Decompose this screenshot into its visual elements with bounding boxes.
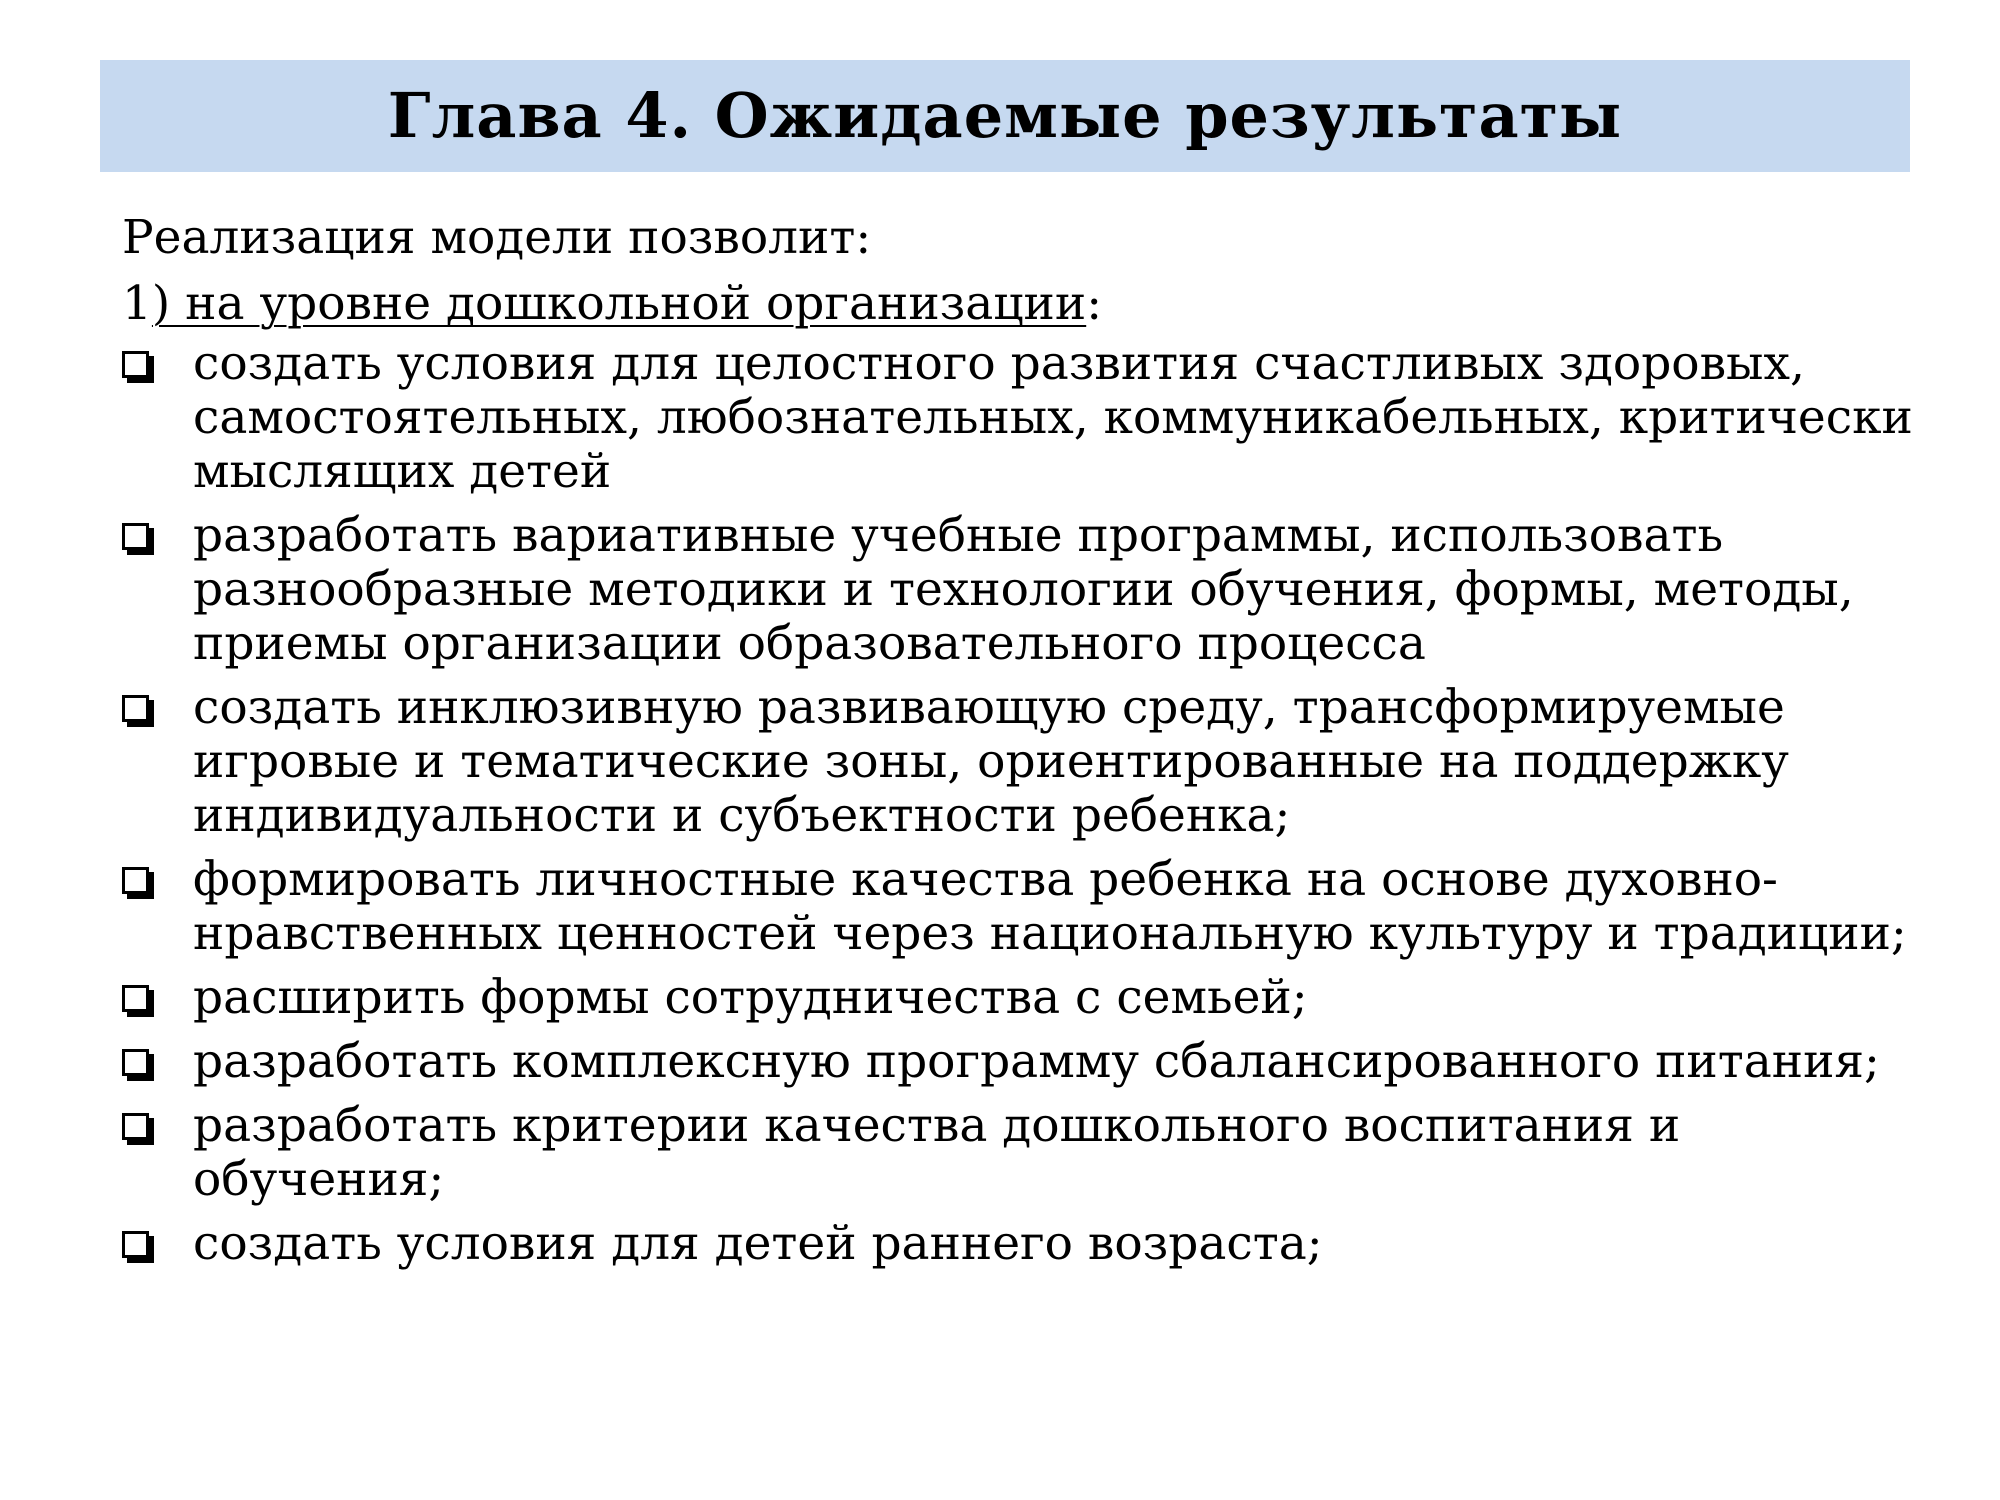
list-item (122, 337, 1922, 499)
page-title: Глава 4. Ожидаемые результаты (387, 79, 1623, 152)
list-item (122, 1099, 1922, 1207)
list-item (122, 681, 1922, 843)
list-item-text: расширить формы сотрудничества с семьей; (193, 970, 1308, 1025)
list-item (122, 1217, 1922, 1271)
level-colon: : (1086, 276, 1103, 331)
checkbox-square-icon (122, 695, 149, 722)
list-item-text: создать инклюзивную развивающую среду, трансформируемые игровые и тематические зоны, ориентированные на поддержку индивидуальности и субъектности ребенка; (193, 680, 1789, 843)
checkbox-square-icon (122, 985, 149, 1012)
level-heading (122, 271, 1922, 337)
list-item-text: разработать комплексную программу сбалансированного питания; (193, 1034, 1880, 1089)
checkbox-square-icon (122, 351, 149, 378)
list-item (122, 971, 1922, 1025)
title-band (100, 60, 1910, 172)
slide-content (122, 205, 1922, 1281)
list-item (122, 1035, 1922, 1089)
level-number: 1 (122, 276, 152, 331)
list-item (122, 509, 1922, 671)
checkbox-square-icon (122, 1049, 149, 1076)
list-item-text: разработать вариативные учебные программы, использовать разнообразные методики и технологии обучения, формы, методы, приемы организации образовательного процесса (193, 508, 1854, 671)
list-item (122, 853, 1922, 961)
list-item-text: формировать личностные качества ребенка на основе духовно-нравственных ценностей через национальную культуру и традиции; (193, 852, 1907, 961)
list-item-text: разработать критерии качества дошкольного воспитания и обучения; (193, 1098, 1681, 1207)
level-label: ) на уровне дошкольной организации (151, 276, 1087, 331)
intro-text: Реализация модели позволит: (122, 210, 872, 265)
checkbox-square-icon (122, 1231, 149, 1258)
checkbox-square-icon (122, 867, 149, 894)
results-list (122, 337, 1922, 1271)
checkbox-square-icon (122, 523, 149, 550)
list-item-text: создать условия для целостного развития счастливых здоровых, самостоятельных, любознательных, коммуникабельных, критически мыслящих детей (193, 336, 1913, 499)
list-item-text: создать условия для детей раннего возраста; (193, 1216, 1323, 1271)
checkbox-square-icon (122, 1113, 149, 1140)
